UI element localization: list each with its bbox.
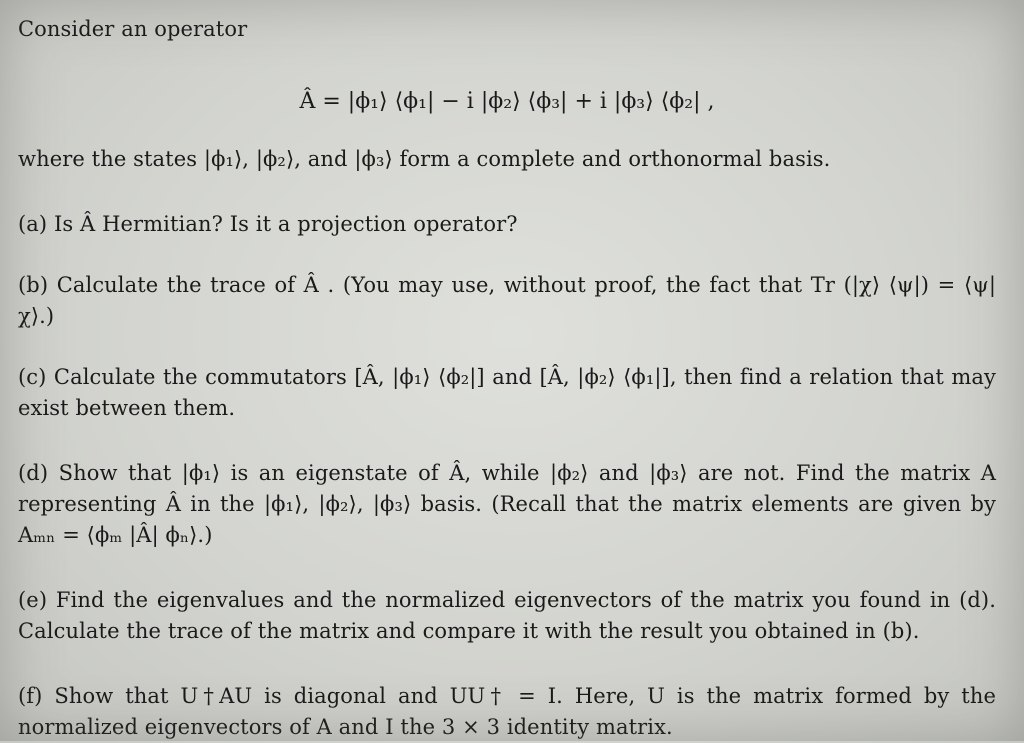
part-a-question: (a) Is Â Hermitian? Is it a projection operator? bbox=[18, 212, 518, 236]
part-d-question: (d) Show that |ϕ₁⟩ is an eigenstate of Â, while |ϕ₂⟩ and |ϕ₃⟩ are not. Find the matrix A representing Â in the |ϕ₁⟩, |ϕ₂⟩, |ϕ₃⟩ basis. (Recall that the matrix elements are given by Aₘₙ = ⟨ϕₘ |Â| ϕₙ⟩.) bbox=[18, 461, 996, 547]
operator-equation: Â = |ϕ₁⟩ ⟨ϕ₁| − i |ϕ₂⟩ ⟨ϕ₃| + i |ϕ₃⟩ ⟨ϕ₂| , bbox=[299, 89, 715, 114]
intro-text: Consider an operator bbox=[18, 17, 248, 41]
part-e-question: (e) Find the eigenvalues and the normalized eigenvectors of the matrix you found in (d). Calculate the trace of the matrix and compare it with the result you obtained in (b). bbox=[18, 588, 996, 643]
part-f-question: (f) Show that U†AU is diagonal and UU† = I. Here, U is the matrix formed by the normalized eigenvectors of A and I the 3 × 3 identity matrix. bbox=[18, 684, 996, 739]
part-c-question: (c) Calculate the commutators [Â, |ϕ₁⟩ ⟨ϕ₂|] and [Â, |ϕ₂⟩ ⟨ϕ₁|], then find a relation that may exist between them. bbox=[18, 365, 996, 420]
basis-statement: where the states |ϕ₁⟩, |ϕ₂⟩, and |ϕ₃⟩ form a complete and orthonormal basis. bbox=[18, 147, 831, 171]
part-b-question: (b) Calculate the trace of Â . (You may use, without proof, the fact that Tr (|χ⟩ ⟨ψ|) = ⟨ψ| χ⟩.) bbox=[18, 273, 996, 328]
